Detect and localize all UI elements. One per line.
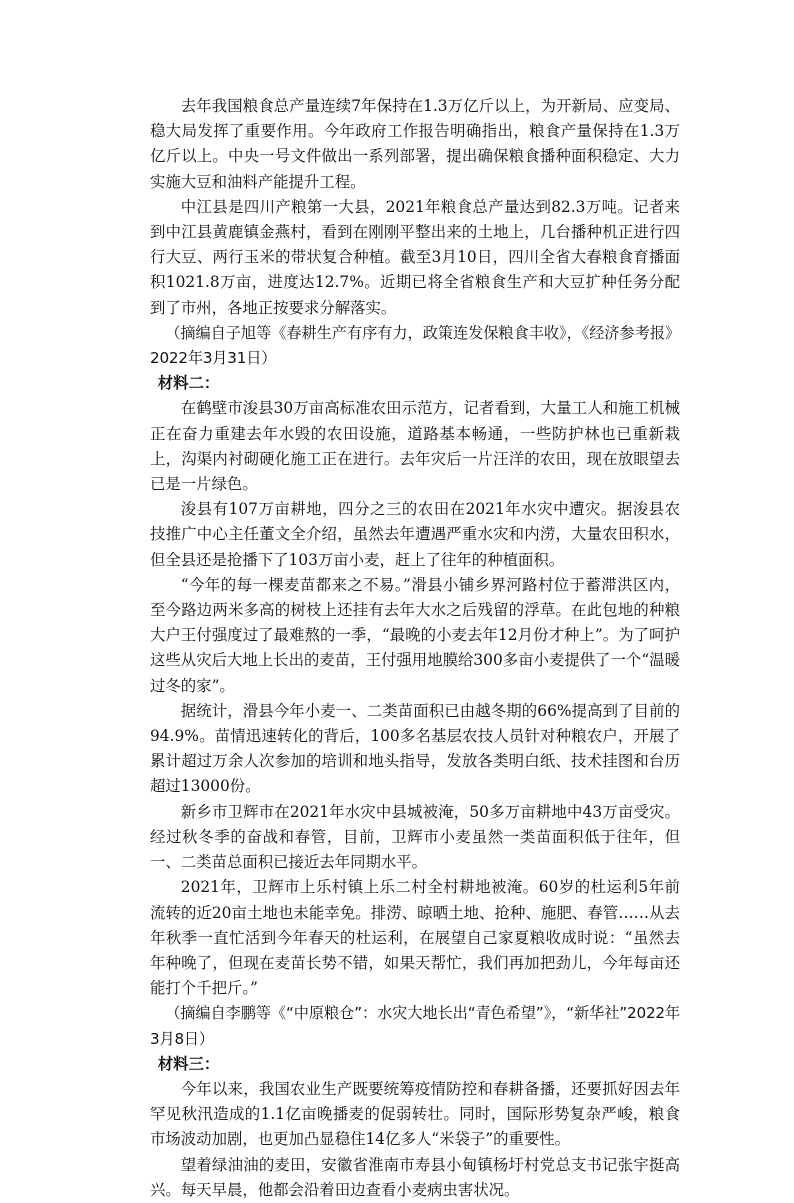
material2-paragraph-2: 浚县有107万亩耕地，四分之三的农田在2021年水灾中遭灾。据浚县农技推广中心主任董文全介绍，虽然去年遭遇严重水灾和内涝，大量农田积水，但全县还是抢播下了103万亩小麦，赶上了往年的种植面积。: [150, 500, 680, 569]
material2-heading: 材料二：: [157, 374, 220, 393]
material2-paragraph-6: 2021年，卫辉市上乐村镇上乐二村全村耕地被淹。60岁的杜运利5年前流转的近20亩土地也未能幸免。排涝、晾晒土地、抢种、施肥、春管……从去年秋季一直忙活到今年春天的杜运利，在展望自己家夏粮收成时说：“虽然去年种晚了，但现在麦苗长势不错，如果天帮忙，我们再加把劲儿，今年每亩还能打个千把斤。”: [150, 878, 680, 998]
material2-paragraph-3: “今年的每一棵麦苗都来之不易。”滑县小铺乡界河路村位于蓄滞洪区内，至今路边两米多高的树枝上还挂有去年大水之后残留的浮草。在此包地的种粮大户王付强度过了最难熬的一季，“最晚的小麦去年12月份才种上”。为了呵护这些从灾后大地上长出的麦苗，王付强用地膜给300多亩小麦提供了一个“温暖过冬的家”。: [150, 575, 680, 695]
material2-paragraph-5: 新乡市卫辉市在2021年水灾中县城被淹，50多万亩耕地中43万亩受灾。经过秋冬季的奋战和春管，目前，卫辉市小麦虽然一类苗面积低于往年，但一、二类苗总面积已接近去年同期水平。: [150, 802, 680, 872]
material2-source-citation: （摘编自李鹏等《“中原粮仓”：水灾大地长出“青色希望”》，“新华社”2022年3月8日）: [150, 1004, 680, 1048]
material3-paragraph-2: 望着绿油油的麦田，安徽省淮南市寿县小甸镇杨圩村党总支书记张宇挺高兴。每天早晨，他都会沿着田边查看小麦病虫害状况。: [150, 1155, 680, 1199]
material2-paragraph-1: 在鹤壁市浚县30万亩高标准农田示范方，记者看到，大量工人和施工机械正在奋力重建去年水毁的农田设施，道路基本畅通，一些防护林也已重新栽上，沟渠内衬砌硬化施工正在进行。去年灾后一片汪洋的农田，现在放眼望去已是一片绿色。: [150, 399, 680, 494]
material1-paragraph-1: 去年我国粮食总产量连续7年保持在1.3万亿斤以上，为开新局、应变局、稳大局发挥了重要作用。今年政府工作报告明确指出，粮食产量保持在1.3万亿斤以上。中央一号文件做出一系列部署，提出确保粮食播种面积稳定、大力实施大豆和油料产能提升工程。: [150, 97, 680, 191]
document-page: [150, 94, 680, 1203]
material3-heading: 材料三：: [157, 1054, 220, 1073]
material1-source-citation: （摘编自子旭等《春耕生产有序有力，政策连发保粮食丰收》，《经济参考报》2022年3月31日）: [150, 323, 680, 368]
material2-paragraph-4: 据统计，滑县今年小麦一、二类苗面积已由越冬期的66%提高到了目前的94.9%。苗情迅速转化的背后，100多名基层农技人员针对种粮农户，开展了累计超过万余人次参加的培训和地头指导，发放各类明白纸、技术挂图和台历超过13000份。: [150, 701, 680, 796]
material1-paragraph-2: 中江县是四川产粮第一大县，2021年粮食总产量达到82.3万吨。记者来到中江县黄鹿镇金燕村，看到在刚刚平整出来的土地上，几台播种机正进行四行大豆、两行玉米的带状复合种植。截至3月10日，四川全省大春粮食育播面积1021.8万亩，进度达12.7%。近期已将全省粮食生产和大豆扩种任务分配到了市州，各地正按要求分解落实。: [150, 197, 680, 317]
material3-paragraph-1: 今年以来，我国农业生产既要统筹疫情防控和春耕备播，还要抓好因去年罕见秋汛造成的1.1亿亩晚播麦的促弱转壮。同时，国际形势复杂严峻，粮食市场波动加剧，也更加凸显稳住14亿多人“米袋子”的重要性。: [150, 1079, 680, 1149]
